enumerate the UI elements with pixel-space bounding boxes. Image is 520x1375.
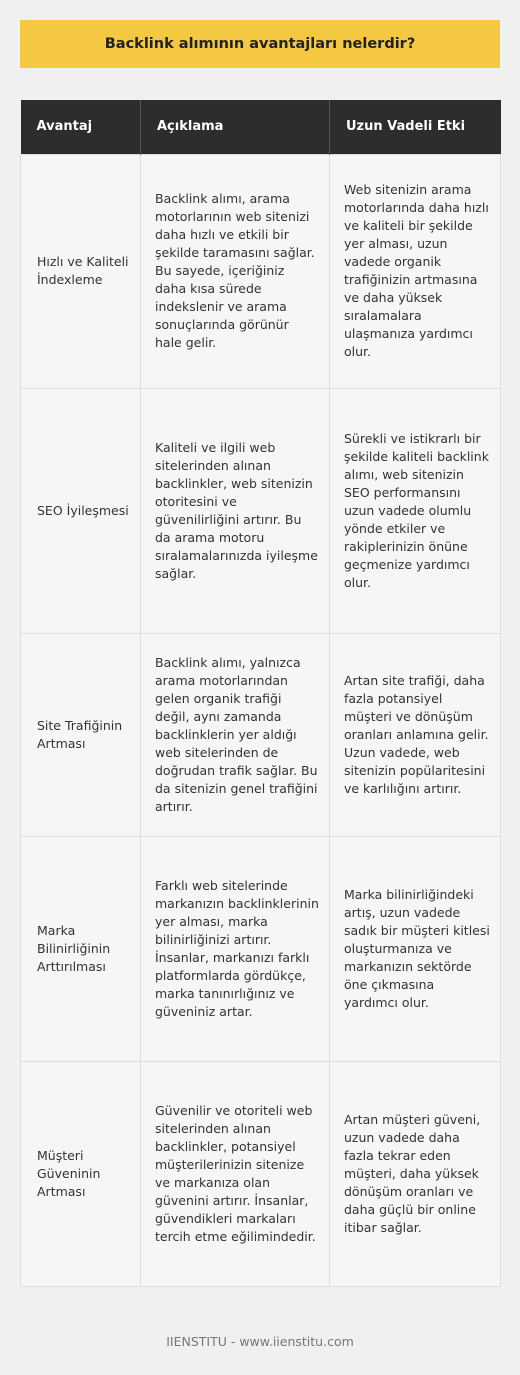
header-long-term-effect: Uzun Vadeli Etki (330, 100, 501, 154)
cell-long-term-effect: Artan müşteri güveni, uzun vadede daha fazla tekrar eden müşteri, daha yüksek dönüşüm oranları ve daha güçlü bir online itibar sağlar. (330, 1061, 501, 1286)
cell-description: Backlink alımı, yalnızca arama motorlarından gelen organik trafiği değil, aynı zamanda backlinklerin yer aldığı web sitelerinden de doğrudan trafik sağlar. Bu da sitenizin genel trafiğini artırır. (141, 633, 330, 836)
table-row (21, 388, 501, 633)
table-row (21, 633, 501, 836)
table-row (21, 154, 501, 388)
cell-description: Farklı web sitelerinde markanızın backlinklerinin yer alması, marka bilinirliğinizi artırır. İnsanlar, markanızı farklı platformlarda gördükçe, marka tanınırlığınız ve güveniniz artar. (141, 836, 330, 1061)
table-row (21, 836, 501, 1061)
page-title: Backlink alımının avantajları nelerdir? (104, 36, 416, 52)
title-banner (20, 20, 500, 68)
header-advantage: Avantaj (21, 100, 141, 154)
cell-long-term-effect: Marka bilinirliğindeki artış, uzun vadede sadık bir müşteri kitlesi oluşturmanıza ve markanızın sektörde öne çıkmasına yardımcı olur. (330, 836, 501, 1061)
cell-advantage: Hızlı ve Kaliteli İndexleme (21, 154, 141, 388)
table-header-row (21, 100, 501, 154)
table-row (21, 1061, 501, 1286)
cell-description: Backlink alımı, arama motorlarının web sitenizi daha hızlı ve etkili bir şekilde taramasını sağlar. Bu sayede, içeriğiniz daha kısa sürede indekslenir ve arama sonuçlarında görünür hale gelir. (141, 154, 330, 388)
cell-long-term-effect: Web sitenizin arama motorlarında daha hızlı ve kaliteli bir şekilde yer alması, uzun vadede organik trafiğinizin artmasına ve daha yüksek sıralamalara ulaşmanıza yardımcı olur. (330, 154, 501, 388)
footer-credit: IIENSTITU - www.iienstitu.com (166, 1334, 354, 1349)
cell-advantage: Site Trafiğinin Artması (21, 633, 141, 836)
cell-long-term-effect: Sürekli ve istikrarlı bir şekilde kaliteli backlink alımı, web sitenizin SEO performansını uzun vadede olumlu yönde etkiler ve rakiplerinizin önüne geçmenize yardımcı olur. (330, 388, 501, 633)
advantages-table (20, 100, 501, 1287)
header-description: Açıklama (141, 100, 330, 154)
cell-advantage: SEO İyileşmesi (21, 388, 141, 633)
cell-advantage: Müşteri Güveninin Artması (21, 1061, 141, 1286)
cell-description: Güvenilir ve otoriteli web sitelerinden alınan backlinkler, potansiyel müşterilerinizin sitenize ve markanıza olan güvenini artırır. İnsanlar, güvendikleri markaları tercih etme eğilimindedir. (141, 1061, 330, 1286)
cell-advantage: Marka Bilinirliğinin Arttırılması (21, 836, 141, 1061)
cell-description: Kaliteli ve ilgili web sitelerinden alınan backlinkler, web sitenizin otoritesini ve güvenilirliğini artırır. Bu da arama motoru sıralamalarınızda iyileşme sağlar. (141, 388, 330, 633)
cell-long-term-effect: Artan site trafiği, daha fazla potansiyel müşteri ve dönüşüm oranları anlamına gelir. Uzun vadede, web sitenizin popülaritesini ve karlılığını artırır. (330, 633, 501, 836)
